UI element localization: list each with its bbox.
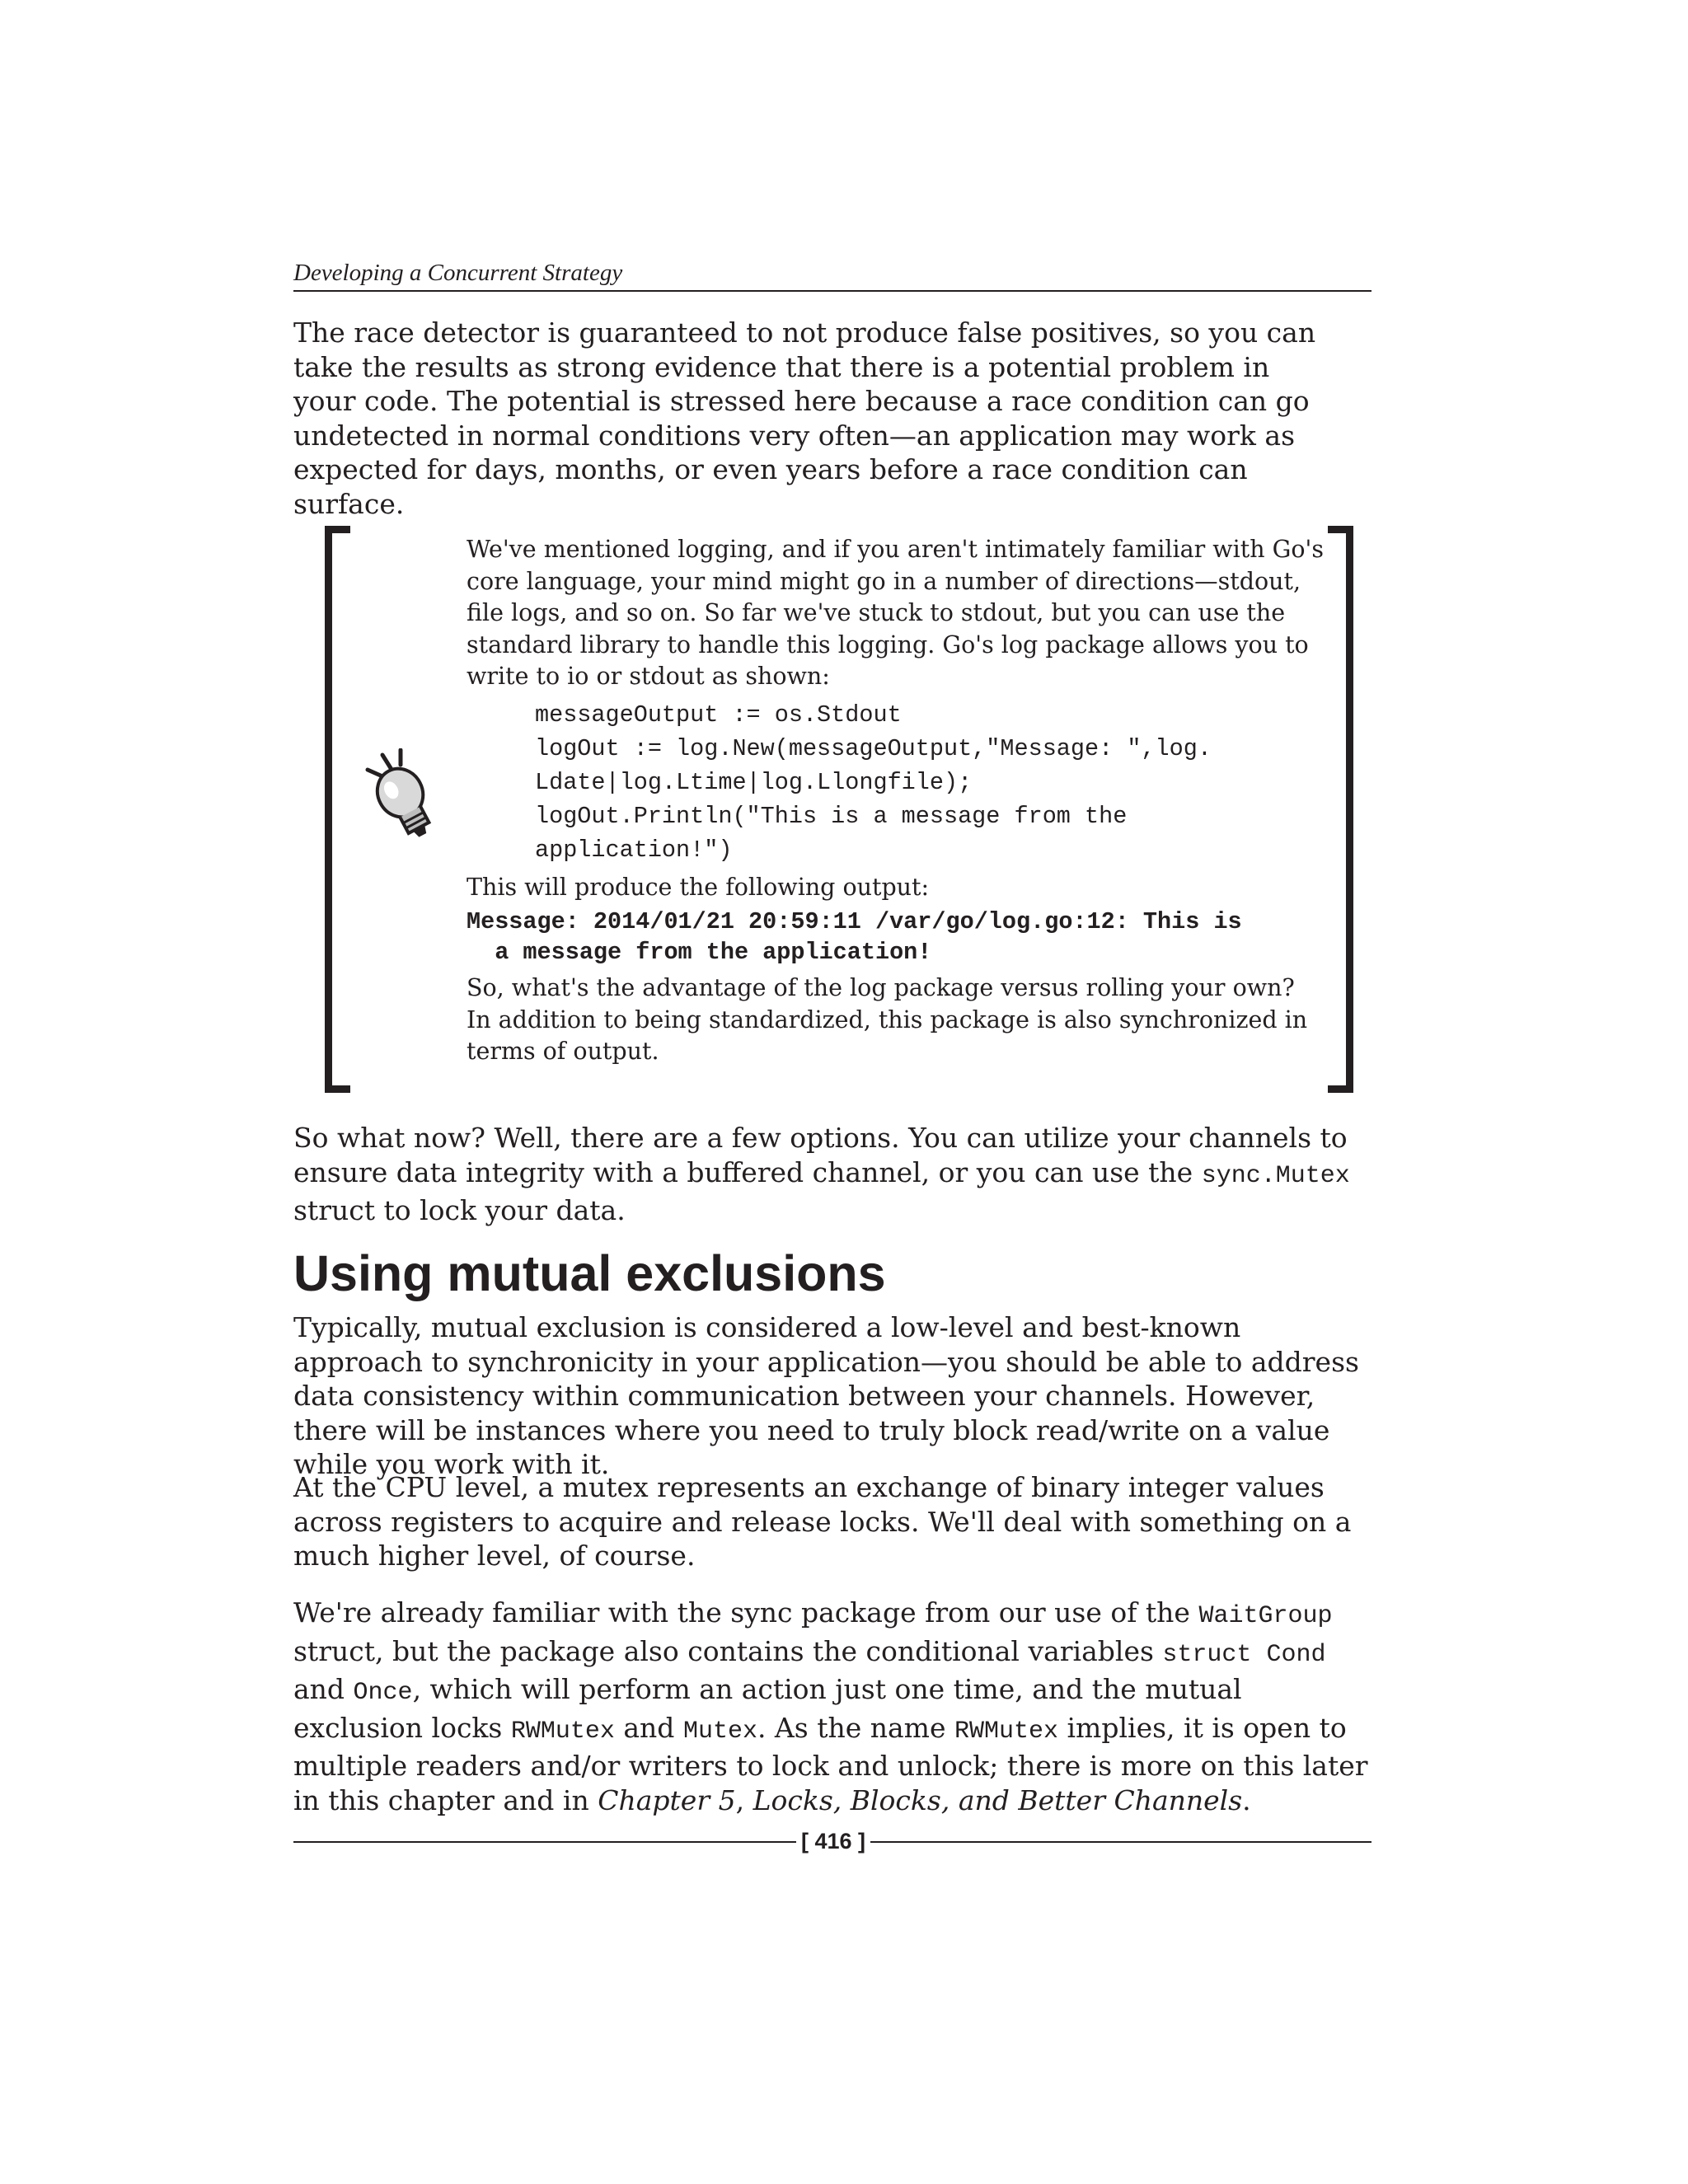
inline-code: struct Cond — [1162, 1640, 1326, 1669]
paragraph-typically: Typically, mutual exclusion is considered a low-level and best-known approach to synchronicity in your application—you should be able to address data consistency within communication between your channels. However, there will be instances where you need to truly block read/write on a value while you work with it. — [293, 1311, 1359, 1480]
chapter-title-reference: Locks, Blocks, and Better Channels — [753, 1783, 1243, 1816]
text-span: We're already familiar with the sync package from our use of the — [293, 1596, 1199, 1629]
text-span: . — [1242, 1783, 1251, 1816]
book-page — [293, 0, 1372, 2184]
text-span: . As the name — [757, 1711, 954, 1744]
text-span: , which will perform an action just one time, and the mutual exclusion locks — [293, 1673, 1242, 1744]
tip-content — [467, 534, 1324, 1068]
output-line: Message: 2014/01/21 20:59:11 /var/go/log.go:12: This is — [467, 908, 1242, 935]
lightbulb-icon — [358, 748, 457, 855]
code-line: Ldate|log.Ltime|log.Llongfile); — [535, 768, 973, 796]
text-span: struct to lock your data. — [293, 1194, 626, 1226]
tip-output-block — [467, 907, 1324, 968]
paragraph-race-detector: The race detector is guaranteed to not produce false positives, so you can take the results as strong evidence that there is a potential problem in your code. The potential is stressed here because a race condition can go undetected in normal conditions very often—an application may work as expected for days, months, or even years before a race condition can surface. — [293, 316, 1316, 520]
tip-bracket-left — [325, 526, 350, 1093]
tip-intro: We've mentioned logging, and if you aren't intimately familiar with Go's core language, your mind might go in a number of directions—stdout, file logs, and so on. So far we've stuck to stdout, but you can use the standard library to handle this logging. Go's log package allows you to write to io or stdout as shown: — [467, 536, 1325, 690]
inline-code: sync.Mutex — [1201, 1161, 1350, 1190]
footer-rule-right — [870, 1841, 1372, 1843]
tip-box — [293, 526, 1372, 1088]
text-span: and — [293, 1673, 354, 1705]
code-line: logOut := log.New(messageOutput,"Message: ",log. — [535, 734, 1212, 762]
paragraph-cpu-level: At the CPU level, a mutex represents an exchange of binary integer values across registers to acquire and release locks. We'll deal with something on a much higher level, of course. — [293, 1471, 1352, 1572]
running-head: Developing a Concurrent Strategy — [293, 260, 1372, 292]
code-line: logOut.Println("This is a message from the — [535, 802, 1128, 830]
tip-code-block — [535, 698, 1324, 867]
page-number: [ 416 ] — [800, 1829, 866, 1854]
text-span: So what now? Well, there are a few options. You can utilize your channels to ensure data integrity with a buffered channel, or you can use the — [293, 1122, 1348, 1188]
output-line: a message from the application! — [467, 939, 932, 966]
inline-code: RWMutex — [510, 1717, 615, 1746]
tip-closing: So, what's the advantage of the log package versus rolling your own? In addition to being standardized, this package is also synchronized in terms of output. — [467, 974, 1308, 1065]
text-span: struct, but the package also contains the conditional variables — [293, 1634, 1163, 1667]
inline-code: Once — [353, 1679, 413, 1707]
paragraph-sync-package — [293, 1596, 1372, 1817]
text-span: implies, it is open to multiple readers and/or writers to lock and unlock; there is more on this later in this chapter and in — [293, 1711, 1368, 1816]
text-span: , — [735, 1783, 753, 1816]
tip-bracket-right — [1328, 526, 1353, 1093]
paragraph-so-what-now — [293, 1121, 1372, 1228]
footer-rule-left — [293, 1841, 796, 1843]
text-span: and — [614, 1711, 683, 1744]
code-line: messageOutput := os.Stdout — [535, 701, 902, 729]
section-heading: Using mutual exclusions — [293, 1245, 886, 1301]
tip-output-intro: This will produce the following output: — [467, 873, 930, 901]
inline-code: Mutex — [682, 1717, 757, 1746]
inline-code: RWMutex — [954, 1717, 1058, 1746]
chapter-reference: Chapter 5 — [598, 1783, 736, 1816]
code-line: application!") — [535, 836, 733, 864]
inline-code: WaitGroup — [1198, 1602, 1333, 1630]
